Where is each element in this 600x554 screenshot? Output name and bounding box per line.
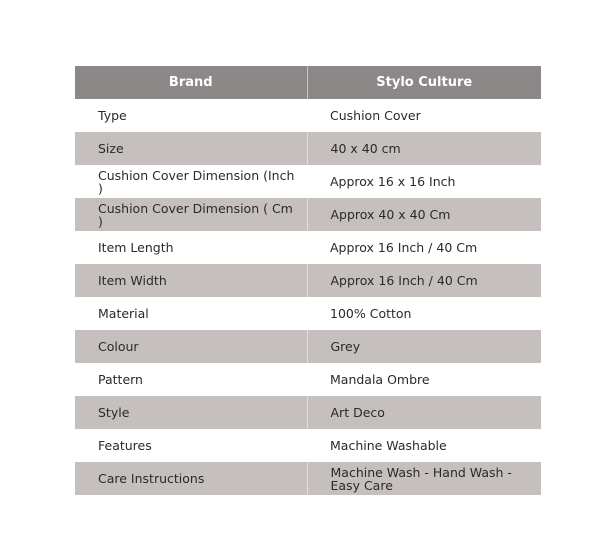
row-value: Approx 16 Inch / 40 Cm: [307, 231, 541, 264]
row-value: Grey: [307, 330, 541, 363]
row-value: Machine Washable: [307, 429, 541, 462]
row-value: Mandala Ombre: [307, 363, 541, 396]
row-label: Item Width: [75, 264, 307, 297]
table-row: [75, 231, 541, 264]
row-value: 100% Cotton: [307, 297, 541, 330]
table-row: [75, 297, 541, 330]
product-spec-table: [75, 66, 541, 495]
row-label: Features: [75, 429, 307, 462]
table-row: [75, 429, 541, 462]
row-label: Item Length: [75, 231, 307, 264]
header-brand-value: Stylo Culture: [307, 66, 541, 99]
table-row: [75, 132, 541, 165]
row-label: Type: [75, 99, 307, 132]
row-label: Style: [75, 396, 307, 429]
table-row: [75, 264, 541, 297]
row-label: Pattern: [75, 363, 307, 396]
table-row: [75, 165, 541, 198]
row-value: 40 x 40 cm: [307, 132, 541, 165]
table-row: [75, 462, 541, 495]
row-label: Colour: [75, 330, 307, 363]
table-row: [75, 396, 541, 429]
row-label: Size: [75, 132, 307, 165]
header-brand-label: Brand: [75, 66, 307, 99]
table-row: [75, 99, 541, 132]
row-value: Cushion Cover: [307, 99, 541, 132]
row-label: Cushion Cover Dimension (Inch ): [75, 165, 307, 198]
row-value: Approx 16 Inch / 40 Cm: [307, 264, 541, 297]
table-row: [75, 363, 541, 396]
table-header-row: [75, 66, 541, 99]
row-value: Approx 40 x 40 Cm: [307, 198, 541, 231]
row-label: Care Instructions: [75, 462, 307, 495]
table-row: [75, 330, 541, 363]
row-label: Material: [75, 297, 307, 330]
row-value: Art Deco: [307, 396, 541, 429]
row-value: Approx 16 x 16 Inch: [307, 165, 541, 198]
row-value: Machine Wash - Hand Wash - Easy Care: [307, 462, 541, 495]
row-label: Cushion Cover Dimension ( Cm ): [75, 198, 307, 231]
table-row: [75, 198, 541, 231]
